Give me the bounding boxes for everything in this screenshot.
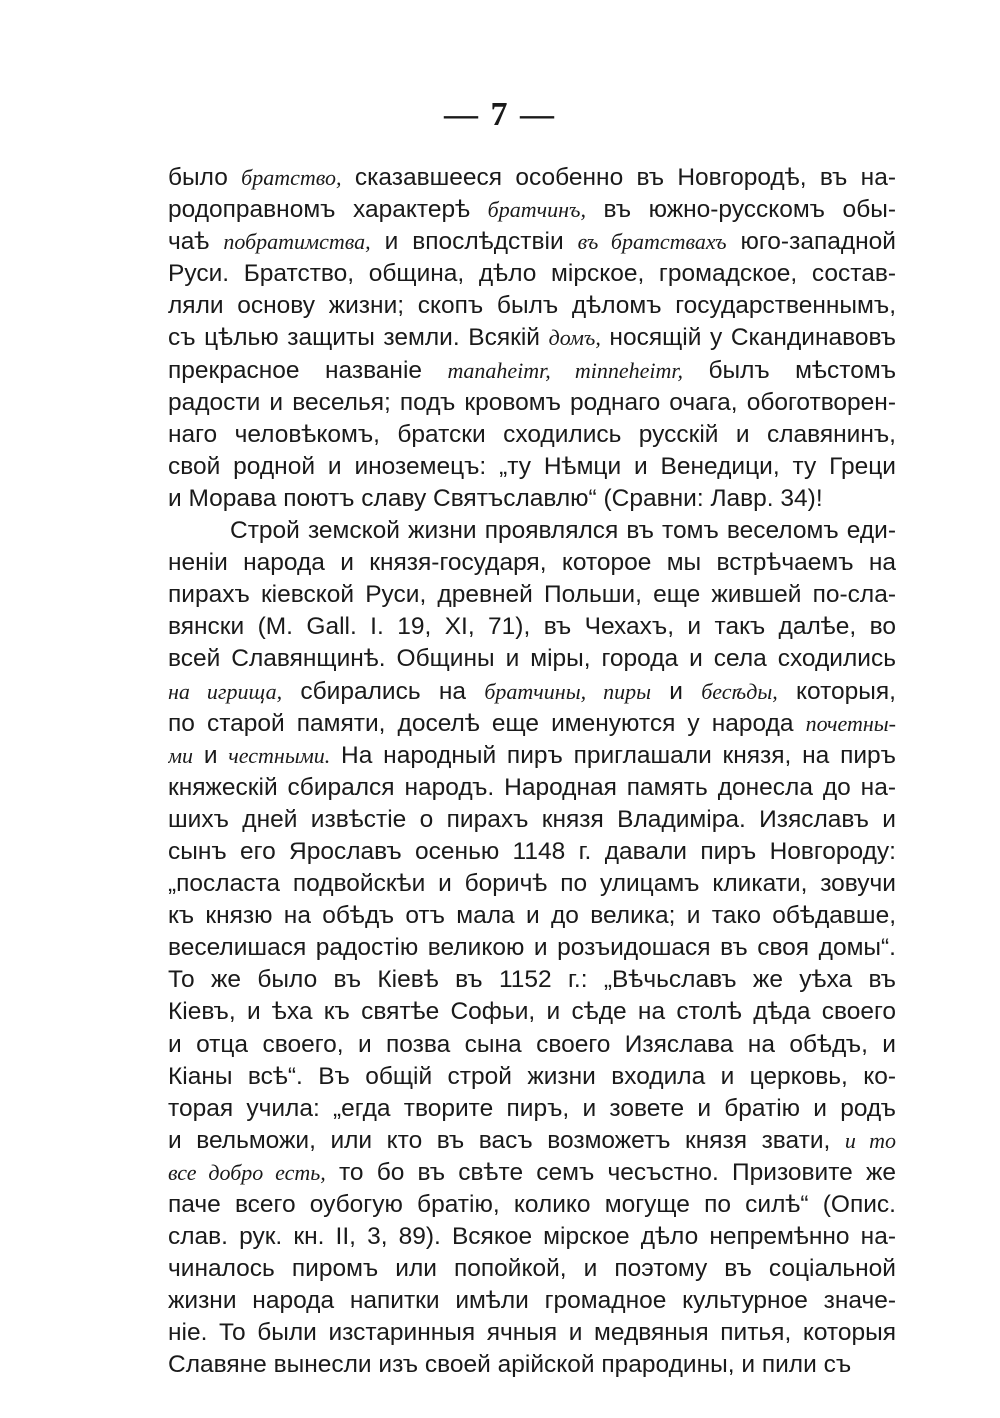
page-number: — 7 —	[444, 96, 556, 133]
text-segment: юго-западной	[726, 228, 896, 256]
text-segment: прекрасное названіе	[168, 356, 448, 384]
text-segment: то бо въ свѣте семъ чесъстно. Призовите же	[325, 1158, 896, 1186]
text-segment: ляли основу жизни; скопъ былъ дѣломъ государственнымъ,	[168, 292, 896, 320]
text-line	[168, 996, 896, 1028]
text-segment: и впослѣдствіи	[370, 228, 578, 256]
text-line	[168, 162, 896, 194]
text-line	[168, 772, 896, 804]
text-segment: ніе. То были изстаринныя ячныя и медвяныя питья, которыя	[168, 1319, 896, 1347]
italic-text: братчинъ,	[487, 197, 586, 223]
text-line	[168, 483, 896, 515]
text-segment: и вельможи, или кто въ васъ возможетъ князя звати,	[168, 1126, 845, 1154]
text-segment: свой родной и иноземецъ: „ту Нѣмци и Венедици, ту Греци	[168, 452, 896, 480]
text-segment: чиналось пиромъ или попойкой, и поэтому въ соціальной	[168, 1255, 896, 1283]
text-line	[168, 1253, 896, 1285]
text-segment: и	[193, 741, 229, 769]
text-line	[168, 900, 896, 932]
text-segment: вянски (M. Gall. I. 19, XI, 71), въ Чехахъ, и такъ далѣе, во	[168, 613, 896, 641]
text-line	[168, 1189, 896, 1221]
text-segment: княжескій сбирался народъ. Народная память донесла до на-	[168, 773, 896, 801]
italic-text: домъ,	[548, 325, 601, 351]
italic-text: и то	[844, 1127, 896, 1153]
text-line	[168, 1061, 896, 1093]
text-segment: Руси. Братство, община, дѣло мірское, громадское, состав-	[168, 260, 896, 288]
italic-text: бесѣды,	[701, 678, 778, 704]
text-segment: чаѣ	[168, 228, 224, 256]
italic-text: manaheimr, minneheimr,	[447, 357, 684, 383]
text-line	[168, 1125, 896, 1157]
text-segment: Строй земской жизни проявлялся въ томъ веселомъ еди-	[230, 517, 896, 545]
text-line	[168, 226, 896, 258]
italic-text: на игрища,	[168, 678, 283, 704]
text-line	[168, 1157, 896, 1189]
text-segment: жизни народа напитки имѣли громадное культурное значе-	[168, 1287, 896, 1315]
text-line	[168, 194, 896, 226]
text-segment: сынъ его Ярославъ осенью 1148 г. давали пиръ Новгороду:	[168, 837, 896, 865]
text-line	[168, 676, 896, 708]
text-line	[168, 547, 896, 579]
text-segment: паче всего оубогую братію, колико могуще по силѣ“ (Опис.	[168, 1191, 896, 1218]
text-segment: былъ мѣстомъ	[683, 356, 896, 384]
text-line	[168, 355, 896, 387]
text-segment: неніи народа и князя-государя, которое мы встрѣчаемъ на	[168, 549, 896, 577]
italic-text: все добро есть,	[168, 1159, 326, 1185]
text-segment: сбирались на	[282, 677, 485, 705]
text-segment: и Морава поютъ славу Святъславлю“ (Сравни: Лавр. 34)!	[168, 484, 823, 512]
text-segment: родоправномъ характерѣ	[168, 196, 488, 224]
text-line	[168, 1349, 896, 1381]
text-segment: съ цѣлью защиты земли. Всякій	[168, 324, 549, 352]
text-segment: веселишася радостію великою и розъидошася въ своя домы“.	[168, 934, 896, 962]
text-segment: къ князю на обѣдъ отъ мала и до велика; и тако обѣдавше,	[168, 902, 896, 930]
text-line	[168, 387, 896, 419]
italic-text: почетны-	[805, 710, 896, 736]
text-segment: шихъ дней извѣстіе о пирахъ князя Владиміра. Изяславъ и	[168, 805, 896, 833]
text-line	[168, 836, 896, 868]
text-segment: пирахъ кіевской Руси, древней Польши, еще жившей по-сла-	[168, 581, 896, 609]
italic-text: ми	[168, 742, 194, 768]
text-segment: „посласта подвойскѣи и боричѣ по улицамъ кликати, зовучи	[168, 870, 896, 898]
text-segment: было	[168, 164, 242, 191]
text-segment: и отца своего, и позва сына своего Изяслава на обѣдъ, и	[168, 1030, 896, 1058]
text-segment: То же было въ Кіевѣ въ 1152 г.: „Вѣчьславъ же уѣха въ	[168, 966, 896, 994]
text-segment: Кіевъ, и ѣха къ святѣе Софьи, и сѣде на столѣ дѣда своего	[168, 998, 896, 1026]
italic-text: въ братствахъ	[577, 229, 727, 255]
text-line	[168, 1093, 896, 1125]
text-line	[168, 708, 896, 740]
text-line	[168, 419, 896, 451]
text-line	[168, 964, 896, 996]
italic-text: побратимства,	[223, 229, 371, 255]
text-line	[168, 515, 896, 547]
text-segment: На народный пиръ приглашали князя, на пиръ	[330, 741, 896, 769]
italic-text: братчины, пиры	[484, 678, 651, 704]
text-line	[168, 322, 896, 354]
text-line	[168, 579, 896, 611]
text-segment: которыя,	[777, 677, 896, 705]
text-line	[168, 451, 896, 483]
text-segment: сказавшееся особенно въ Новгородѣ, въ на-	[341, 164, 896, 191]
text-segment: носящій у Скандинавовъ	[600, 324, 896, 352]
text-line	[168, 932, 896, 964]
text-line	[168, 258, 896, 290]
text-segment: всей Славянщинѣ. Общины и міры, города и села сходились	[168, 645, 896, 673]
text-line	[168, 1285, 896, 1317]
text-segment: слав. рук. кн. II, 3, 89). Всякое мірское дѣло непремѣнно на-	[168, 1223, 896, 1251]
text-segment: въ южно-русскомъ обы-	[585, 196, 896, 224]
text-line	[168, 1029, 896, 1061]
text-segment: торая учила: „егда творите пиръ, и зовете и братію и родъ	[168, 1094, 896, 1122]
body-text	[168, 162, 896, 1382]
text-segment: радости и веселья; подъ кровомъ роднаго очага, обоготворен-	[168, 388, 896, 416]
text-line	[168, 1221, 896, 1253]
text-line	[168, 1317, 896, 1349]
text-line	[168, 868, 896, 900]
text-segment: Славяне вынесли изъ своей арійской прародины, и пили съ	[168, 1351, 852, 1379]
italic-text: братство,	[241, 165, 342, 190]
text-line	[168, 611, 896, 643]
text-line	[168, 804, 896, 836]
text-segment: наго человѣкомъ, братски сходились русскій и славянинъ,	[168, 420, 896, 448]
text-line	[168, 290, 896, 322]
text-line	[168, 643, 896, 675]
text-line	[168, 740, 896, 772]
italic-text: честными.	[228, 742, 331, 768]
text-segment: и	[650, 677, 702, 705]
text-segment: Кіаны всѣ“. Въ общій строй жизни входила и церковь, ко-	[168, 1062, 896, 1090]
text-segment: по старой памяти, доселѣ еще именуются у народа	[168, 709, 806, 737]
